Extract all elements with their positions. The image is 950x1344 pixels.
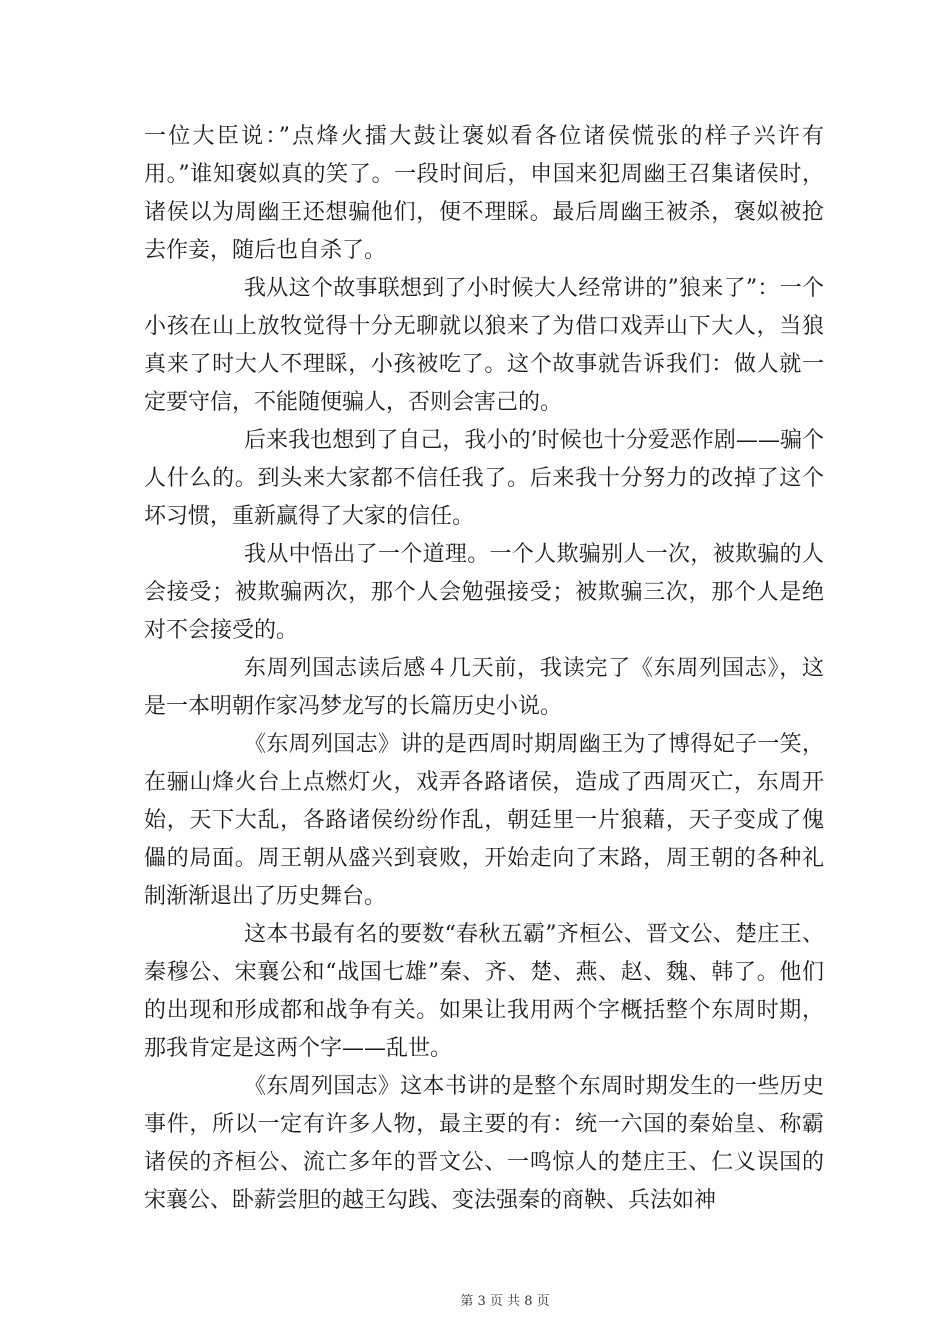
paragraph-2: 我从这个故事联想到了小时候大人经常讲的”狼来了”：一个小孩在山上放牧觉得十分无聊就以狼来了为借口戏弄山下大人，当狼真来了时大人不理睬，小孩被吃了。这个故事就告诉我们：做人就一定要守信，不能随便骗人，否则会害己的。 <box>144 276 824 415</box>
paragraph-6: 《东周列国志》讲的是西周时期周幽王为了博得妃子一笑，在骊山烽火台上点燃灯火，戏弄各路诸侯，造成了西周灭亡，东周开始，天下大乱，各路诸侯纷纷作乱，朝廷里一片狼藉，天子变成了傀儡的局面。周王朝从盛兴到衰败，开始走向了末路，周王朝的各种礼制渐渐退出了历史舞台。 <box>144 732 824 909</box>
paragraph-5: 东周列国志读后感４几天前，我读完了《东周列国志》，这是一本明朝作家冯梦龙写的长篇历史小说。 <box>144 656 824 719</box>
paragraph-1: 一位大臣说：”点烽火擂大鼓让褒姒看各位诸侯慌张的样子兴许有用。”谁知褒姒真的笑了。一段时间后，申国来犯周幽王召集诸侯时，诸侯以为周幽王还想骗他们，便不理睬。最后周幽王被杀，褒姒被抢去作妾，随后也自杀了。 <box>144 124 824 263</box>
paragraph-3: 后来我也想到了自己，我小的’时候也十分爱恶作剧——骗个人什么的。到头来大家都不信任我了。后来我十分努力的改掉了这个坏习惯，重新赢得了大家的信任。 <box>144 428 824 529</box>
paragraph-8: 《东周列国志》这本书讲的是整个东周时期发生的一些历史事件，所以一定有许多人物，最主要的有：统一六国的秦始皇、称霸诸侯的齐桓公、流亡多年的晋文公、一鸣惊人的楚庄王、仁义误国的宋襄公、卧薪尝胆的越王勾践、变法强秦的商鞅、兵法如神 <box>144 1074 824 1213</box>
paragraph-4: 我从中悟出了一个道理。一个人欺骗别人一次，被欺骗的人会接受；被欺骗两次，那个人会勉强接受；被欺骗三次，那个人是绝对不会接受的。 <box>144 542 824 643</box>
document-body <box>144 118 824 1220</box>
paragraph-7: 这本书最有名的要数“春秋五霸”齐桓公、晋文公、楚庄王、秦穆公、宋襄公和“战国七雄”秦、齐、楚、燕、赵、魏、韩了。他们的出现和形成都和战争有关。如果让我用两个字概括整个东周时期，那我肯定是这两个字——乱世。 <box>144 922 824 1061</box>
page-number: 第 3 页 共 8 页 <box>460 1294 550 1309</box>
page-footer <box>0 1290 950 1309</box>
